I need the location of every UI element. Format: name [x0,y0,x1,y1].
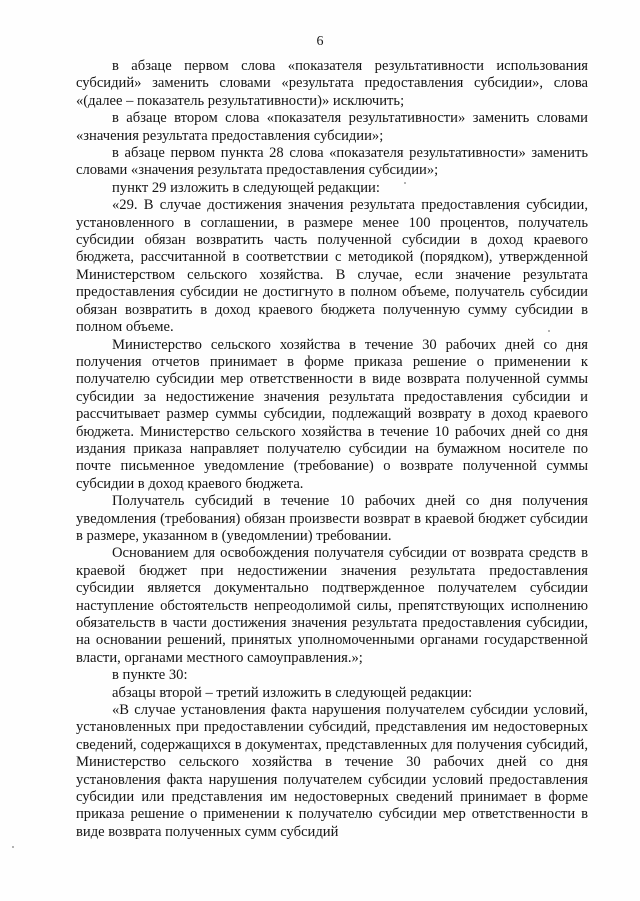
scan-speck [12,846,14,848]
paragraph-abzats-vtoroi: в абзаце втором слова «показателя результативности» заменить словами «значения результата предоставления субсидии»; [76,110,588,144]
paragraph-abzatsy-2-3-intro: абзацы второй – третий изложить в следующей редакции: [112,684,473,701]
paragraph-exemption-basis: Основанием для освобождения получателя субсидии от возврата средств в краевой бюджет при недостижении значения результата предоставления субсидии является документально подтвержденное получателем субсидии наступление обстоятельств непреодолимой силы, препятствующих исполнению обязательств в части достижения значения результата предоставления субсидии, на основании решений, принятых уполномоченными органами государственной власти, органами местного самоуправления.»; [76,545,588,666]
paragraph-abzats-pervyi: в абзаце первом слова «показателя результативности использования субсидий» заменить словами «результата предоставления субсидии», слова «(далее – показатель результативности)» исключить; [76,58,588,109]
paragraph-recipient-return: Получатель субсидий в течение 10 рабочих дней со дня получения уведомления (требования) обязан произвести возврат в краевой бюджет субсидии в размере, указанном в (уведомлении) требовании. [76,493,588,544]
page-number: 6 [316,34,324,49]
scan-speck [548,330,550,332]
paragraph-violation-case: «В случае установления факта нарушения получателем субсидии условий, установленных при предоставлении субсидий, представления им недостоверных сведений, содержащихся в документах, представленных для получения субсидий, Министерство сельского хозяйства в течение 30 рабочих дней со дня установления факта нарушения получателем субсидии условий предоставления субсидии или представления им недостоверных сведений принимает в форме приказа решение о применении к получателю субсидии мер ответственности в виде возврата полученных сумм субсидий [76,702,588,840]
paragraph-punkt-29-text: «29. В случае достижения значения результата предоставления субсидии, установленного в соглашении, в размере менее 100 процентов, получатель субсидии обязан возвратить часть полученной субсидии в доход краевого бюджета, рассчитанной в соответствии с методикой (порядком), утвержденной Министерством сельского хозяйства. В случае, если значение результата предоставления субсидии не достигнуто в полном объеме, получатель субсидии обязан возвратить в доход краевого бюджета полученную сумму субсидии в полном объеме. [76,197,588,336]
paragraph-punkt-29-intro: пункт 29 изложить в следующей редакции: [112,179,380,196]
document-text-body [76,58,588,841]
paragraph-punkt-28: в абзаце первом пункта 28 слова «показателя результативности» заменить словами «значения результата предоставления субсидии»; [76,145,588,179]
paragraph-ministry-decision: Министерство сельского хозяйства в течение 30 рабочих дней со дня получения отчетов принимает в форме приказа решение о применении к получателю субсидии мер ответственности в виде возврата полученной суммы субсидии за недостижение значения результата предоставления субсидии и рассчитывает размер суммы субсидии, подлежащий возврату в доход краевого бюджета. Министерство сельского хозяйства в течение 10 рабочих дней со дня издания приказа направляет получателю субсидии на бумажном носителе по почте письменное уведомление (требование) о возврате полученной суммы субсидии в доход краевого бюджета. [76,336,588,492]
paragraph-punkt-30: в пункте 30: [112,667,188,684]
scan-speck [404,182,406,184]
